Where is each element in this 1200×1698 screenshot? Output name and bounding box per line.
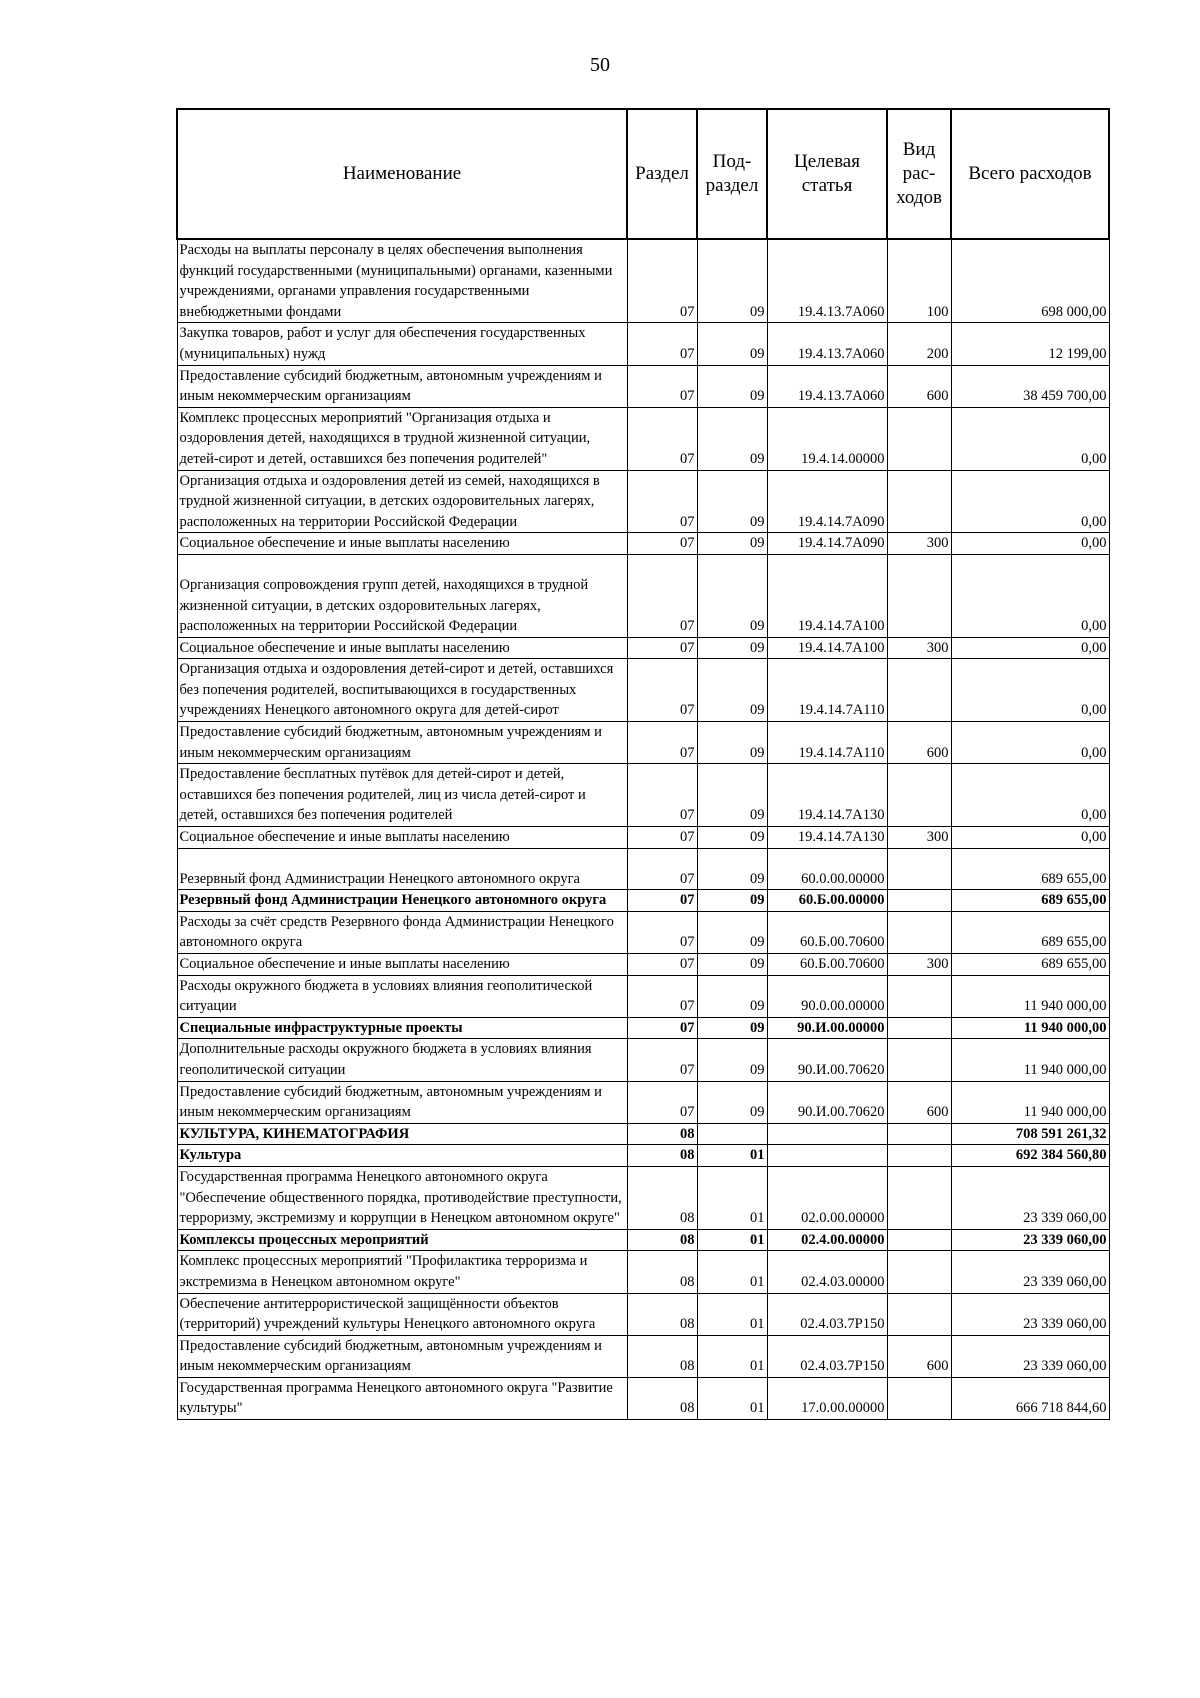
row-celevaya-statya: 19.4.14.7А130 — [767, 827, 887, 849]
row-vid-rashodov — [887, 1229, 951, 1251]
row-vid-rashodov: 300 — [887, 533, 951, 555]
row-total: 11 940 000,00 — [951, 1081, 1109, 1123]
row-celevaya-statya: 19.4.14.7А100 — [767, 554, 887, 637]
row-podrazdel: 09 — [697, 764, 767, 827]
row-total: 0,00 — [951, 827, 1109, 849]
row-razdel: 07 — [627, 954, 697, 976]
table-row — [177, 1145, 1109, 1167]
row-total: 0,00 — [951, 470, 1109, 533]
table-row — [177, 533, 1109, 555]
row-total: 23 339 060,00 — [951, 1229, 1109, 1251]
row-vid-rashodov: 600 — [887, 722, 951, 764]
row-vid-rashodov — [887, 848, 951, 890]
row-celevaya-statya: 02.4.03.7Р150 — [767, 1335, 887, 1377]
row-razdel: 08 — [627, 1335, 697, 1377]
row-celevaya-statya: 19.4.14.7А130 — [767, 764, 887, 827]
row-podrazdel: 09 — [697, 533, 767, 555]
row-podrazdel: 09 — [697, 637, 767, 659]
row-vid-rashodov: 300 — [887, 827, 951, 849]
row-podrazdel: 09 — [697, 470, 767, 533]
row-vid-rashodov — [887, 407, 951, 470]
table-row — [177, 1166, 1109, 1229]
row-name: Расходы за счёт средств Резервного фонда Администрации Ненецкого автономного округа — [177, 911, 627, 953]
row-podrazdel: 01 — [697, 1377, 767, 1419]
row-total: 12 199,00 — [951, 323, 1109, 365]
row-razdel: 07 — [627, 365, 697, 407]
row-podrazdel: 01 — [697, 1335, 767, 1377]
table-row — [177, 1293, 1109, 1335]
row-name: Государственная программа Ненецкого автономного округа "Обеспечение общественного порядка, противодействие преступности, терроризму, экстремизму и коррупции в Ненецком автономном округе" — [177, 1166, 627, 1229]
row-name: Организация отдыха и оздоровления детей из семей, находящихся в трудной жизненной ситуации, в детских оздоровительных лагерях, расположенных на территории Российской Федерации — [177, 470, 627, 533]
row-celevaya-statya — [767, 1145, 887, 1167]
row-name: Специальные инфраструктурные проекты — [177, 1017, 627, 1039]
row-celevaya-statya: 19.4.14.7А090 — [767, 533, 887, 555]
row-celevaya-statya: 02.4.00.00000 — [767, 1229, 887, 1251]
row-celevaya-statya: 19.4.13.7А060 — [767, 365, 887, 407]
table-row — [177, 764, 1109, 827]
table-row — [177, 1017, 1109, 1039]
row-razdel: 07 — [627, 848, 697, 890]
table-row — [177, 323, 1109, 365]
row-razdel: 07 — [627, 827, 697, 849]
row-name: Расходы на выплаты персоналу в целях обеспечения выполнения функций государственными (муниципальными) органами, казенными учреждениями, органами управления государственными внебюджетными фондами — [177, 239, 627, 323]
row-vid-rashodov — [887, 1251, 951, 1293]
row-total: 11 940 000,00 — [951, 1017, 1109, 1039]
row-podrazdel: 09 — [697, 407, 767, 470]
header-celevaya-statya: Целевая статья — [767, 109, 887, 239]
table-row — [177, 365, 1109, 407]
row-podrazdel: 01 — [697, 1293, 767, 1335]
table-row — [177, 1251, 1109, 1293]
row-razdel: 07 — [627, 764, 697, 827]
row-razdel: 07 — [627, 722, 697, 764]
row-name: Дополнительные расходы окружного бюджета в условиях влияния геополитической ситуации — [177, 1039, 627, 1081]
row-total: 0,00 — [951, 533, 1109, 555]
row-celevaya-statya: 90.0.00.00000 — [767, 975, 887, 1017]
row-celevaya-statya: 19.4.14.7А100 — [767, 637, 887, 659]
row-vid-rashodov — [887, 470, 951, 533]
row-name: Предоставление субсидий бюджетным, автономным учреждениям и иным некоммерческим организациям — [177, 722, 627, 764]
row-podrazdel — [697, 1123, 767, 1145]
row-vid-rashodov — [887, 1166, 951, 1229]
row-vid-rashodov: 600 — [887, 1335, 951, 1377]
row-total: 11 940 000,00 — [951, 975, 1109, 1017]
row-vid-rashodov — [887, 1123, 951, 1145]
row-total: 0,00 — [951, 407, 1109, 470]
row-podrazdel: 09 — [697, 365, 767, 407]
row-razdel: 07 — [627, 975, 697, 1017]
row-name: Культура — [177, 1145, 627, 1167]
row-name: Государственная программа Ненецкого автономного округа "Развитие культуры" — [177, 1377, 627, 1419]
row-name: Социальное обеспечение и иные выплаты населению — [177, 954, 627, 976]
row-vid-rashodov: 200 — [887, 323, 951, 365]
row-podrazdel: 09 — [697, 975, 767, 1017]
row-name: Закупка товаров, работ и услуг для обеспечения государственных (муниципальных) нужд — [177, 323, 627, 365]
row-razdel: 07 — [627, 890, 697, 912]
row-total: 666 718 844,60 — [951, 1377, 1109, 1419]
table-row — [177, 911, 1109, 953]
row-name: Предоставление бесплатных путёвок для детей-сирот и детей, оставшихся без попечения родителей, лиц из числа детей-сирот и детей, оставшихся без попечения родителей — [177, 764, 627, 827]
row-celevaya-statya: 90.И.00.00000 — [767, 1017, 887, 1039]
table-row — [177, 890, 1109, 912]
row-razdel: 07 — [627, 533, 697, 555]
row-total: 0,00 — [951, 764, 1109, 827]
table-row — [177, 637, 1109, 659]
row-podrazdel: 09 — [697, 827, 767, 849]
header-vid-rashodov: Вид рас- ходов — [887, 109, 951, 239]
row-total: 23 339 060,00 — [951, 1251, 1109, 1293]
row-razdel: 08 — [627, 1123, 697, 1145]
row-vid-rashodov: 300 — [887, 637, 951, 659]
row-total: 689 655,00 — [951, 890, 1109, 912]
row-name: Комплекс процессных мероприятий "Профилактика терроризма и экстремизма в Ненецком автономном округе" — [177, 1251, 627, 1293]
row-celevaya-statya: 60.Б.00.00000 — [767, 890, 887, 912]
table-row — [177, 722, 1109, 764]
row-celevaya-statya — [767, 1123, 887, 1145]
row-podrazdel: 01 — [697, 1229, 767, 1251]
row-podrazdel: 09 — [697, 323, 767, 365]
table-row — [177, 239, 1109, 323]
row-name: КУЛЬТУРА, КИНЕМАТОГРАФИЯ — [177, 1123, 627, 1145]
row-celevaya-statya: 02.0.00.00000 — [767, 1166, 887, 1229]
table-row — [177, 1039, 1109, 1081]
row-vid-rashodov — [887, 890, 951, 912]
budget-table — [176, 108, 1110, 1420]
row-vid-rashodov — [887, 764, 951, 827]
row-razdel: 07 — [627, 470, 697, 533]
row-razdel: 08 — [627, 1377, 697, 1419]
table-row — [177, 659, 1109, 722]
row-razdel: 08 — [627, 1251, 697, 1293]
table-row — [177, 1335, 1109, 1377]
row-vid-rashodov: 300 — [887, 954, 951, 976]
row-razdel: 07 — [627, 659, 697, 722]
row-razdel: 07 — [627, 1017, 697, 1039]
table-row — [177, 1081, 1109, 1123]
row-celevaya-statya: 02.4.03.7Р150 — [767, 1293, 887, 1335]
row-podrazdel: 09 — [697, 722, 767, 764]
row-razdel: 08 — [627, 1229, 697, 1251]
row-name: Обеспечение антитеррористической защищённости объектов (территорий) учреждений культуры Ненецкого автономного округа — [177, 1293, 627, 1335]
table-row — [177, 827, 1109, 849]
row-name: Социальное обеспечение и иные выплаты населению — [177, 637, 627, 659]
row-celevaya-statya: 60.0.00.00000 — [767, 848, 887, 890]
table-row — [177, 554, 1109, 637]
row-celevaya-statya: 19.4.14.7А090 — [767, 470, 887, 533]
row-razdel: 07 — [627, 911, 697, 953]
row-podrazdel: 09 — [697, 1039, 767, 1081]
row-total: 689 655,00 — [951, 848, 1109, 890]
row-total: 689 655,00 — [951, 911, 1109, 953]
row-name: Предоставление субсидий бюджетным, автономным учреждениям и иным некоммерческим организациям — [177, 1081, 627, 1123]
header-total: Всего расходов — [951, 109, 1109, 239]
row-total: 23 339 060,00 — [951, 1335, 1109, 1377]
row-total: 0,00 — [951, 659, 1109, 722]
row-total: 0,00 — [951, 722, 1109, 764]
row-vid-rashodov — [887, 975, 951, 1017]
row-podrazdel: 01 — [697, 1166, 767, 1229]
row-podrazdel: 09 — [697, 911, 767, 953]
table-row — [177, 954, 1109, 976]
row-razdel: 07 — [627, 407, 697, 470]
row-total: 38 459 700,00 — [951, 365, 1109, 407]
row-celevaya-statya: 60.Б.00.70600 — [767, 954, 887, 976]
row-razdel: 07 — [627, 554, 697, 637]
row-razdel: 07 — [627, 323, 697, 365]
header-name: Наименование — [177, 109, 627, 239]
row-total: 689 655,00 — [951, 954, 1109, 976]
row-podrazdel: 01 — [697, 1145, 767, 1167]
row-razdel: 07 — [627, 239, 697, 323]
table-row — [177, 1123, 1109, 1145]
table-row — [177, 1377, 1109, 1419]
row-total: 692 384 560,80 — [951, 1145, 1109, 1167]
row-name: Социальное обеспечение и иные выплаты населению — [177, 533, 627, 555]
row-celevaya-statya: 60.Б.00.70600 — [767, 911, 887, 953]
row-name: Комплекс процессных мероприятий "Организация отдыха и оздоровления детей, находящихся в трудной жизненной ситуации, детей-сирот и детей, оставшихся без попечения родителей" — [177, 407, 627, 470]
header-podrazdel: Под- раздел — [697, 109, 767, 239]
row-celevaya-statya: 19.4.14.7А110 — [767, 659, 887, 722]
row-podrazdel: 01 — [697, 1251, 767, 1293]
row-vid-rashodov — [887, 1145, 951, 1167]
row-total: 708 591 261,32 — [951, 1123, 1109, 1145]
table-row — [177, 848, 1109, 890]
table-row — [177, 1229, 1109, 1251]
row-name: Резервный фонд Администрации Ненецкого автономного округа — [177, 848, 627, 890]
row-name: Резервный фонд Администрации Ненецкого автономного округа — [177, 890, 627, 912]
row-vid-rashodov — [887, 1017, 951, 1039]
row-total: 698 000,00 — [951, 239, 1109, 323]
row-razdel: 08 — [627, 1293, 697, 1335]
row-total: 0,00 — [951, 554, 1109, 637]
row-podrazdel: 09 — [697, 848, 767, 890]
table-row — [177, 407, 1109, 470]
row-podrazdel: 09 — [697, 659, 767, 722]
row-podrazdel: 09 — [697, 554, 767, 637]
row-celevaya-statya: 19.4.14.00000 — [767, 407, 887, 470]
row-name: Организация сопровождения групп детей, находящихся в трудной жизненной ситуации, в детских оздоровительных лагерях, расположенных на территории Российской Федерации — [177, 554, 627, 637]
row-total: 0,00 — [951, 637, 1109, 659]
page-number: 50 — [590, 54, 610, 76]
row-name: Предоставление субсидий бюджетным, автономным учреждениям и иным некоммерческим организациям — [177, 365, 627, 407]
row-razdel: 08 — [627, 1166, 697, 1229]
row-celevaya-statya: 19.4.14.7А110 — [767, 722, 887, 764]
row-razdel: 07 — [627, 1039, 697, 1081]
row-celevaya-statya: 19.4.13.7А060 — [767, 239, 887, 323]
table-row — [177, 470, 1109, 533]
row-podrazdel: 09 — [697, 239, 767, 323]
row-celevaya-statya: 90.И.00.70620 — [767, 1039, 887, 1081]
row-celevaya-statya: 17.0.00.00000 — [767, 1377, 887, 1419]
row-vid-rashodov — [887, 554, 951, 637]
row-vid-rashodov — [887, 1039, 951, 1081]
row-celevaya-statya: 02.4.03.00000 — [767, 1251, 887, 1293]
table-header-row — [177, 109, 1109, 239]
header-razdel: Раздел — [627, 109, 697, 239]
row-name: Организация отдыха и оздоровления детей-сирот и детей, оставшихся без попечения родителей, воспитывающихся в государственных учреждениях Ненецкого автономного округа для детей-сирот — [177, 659, 627, 722]
row-podrazdel: 09 — [697, 890, 767, 912]
row-podrazdel: 09 — [697, 1017, 767, 1039]
row-razdel: 07 — [627, 1081, 697, 1123]
row-vid-rashodov — [887, 1377, 951, 1419]
table-row — [177, 975, 1109, 1017]
row-name: Комплексы процессных мероприятий — [177, 1229, 627, 1251]
row-celevaya-statya: 19.4.13.7А060 — [767, 323, 887, 365]
row-vid-rashodov: 600 — [887, 1081, 951, 1123]
row-razdel: 08 — [627, 1145, 697, 1167]
row-total: 23 339 060,00 — [951, 1293, 1109, 1335]
row-razdel: 07 — [627, 637, 697, 659]
row-podrazdel: 09 — [697, 1081, 767, 1123]
row-vid-rashodov: 600 — [887, 365, 951, 407]
row-celevaya-statya: 90.И.00.70620 — [767, 1081, 887, 1123]
row-vid-rashodov: 100 — [887, 239, 951, 323]
row-vid-rashodov — [887, 911, 951, 953]
row-name: Расходы окружного бюджета в условиях влияния геополитической ситуации — [177, 975, 627, 1017]
row-podrazdel: 09 — [697, 954, 767, 976]
row-total: 11 940 000,00 — [951, 1039, 1109, 1081]
row-vid-rashodov — [887, 1293, 951, 1335]
row-name: Предоставление субсидий бюджетным, автономным учреждениям и иным некоммерческим организациям — [177, 1335, 627, 1377]
row-vid-rashodov — [887, 659, 951, 722]
row-total: 23 339 060,00 — [951, 1166, 1109, 1229]
row-name: Социальное обеспечение и иные выплаты населению — [177, 827, 627, 849]
